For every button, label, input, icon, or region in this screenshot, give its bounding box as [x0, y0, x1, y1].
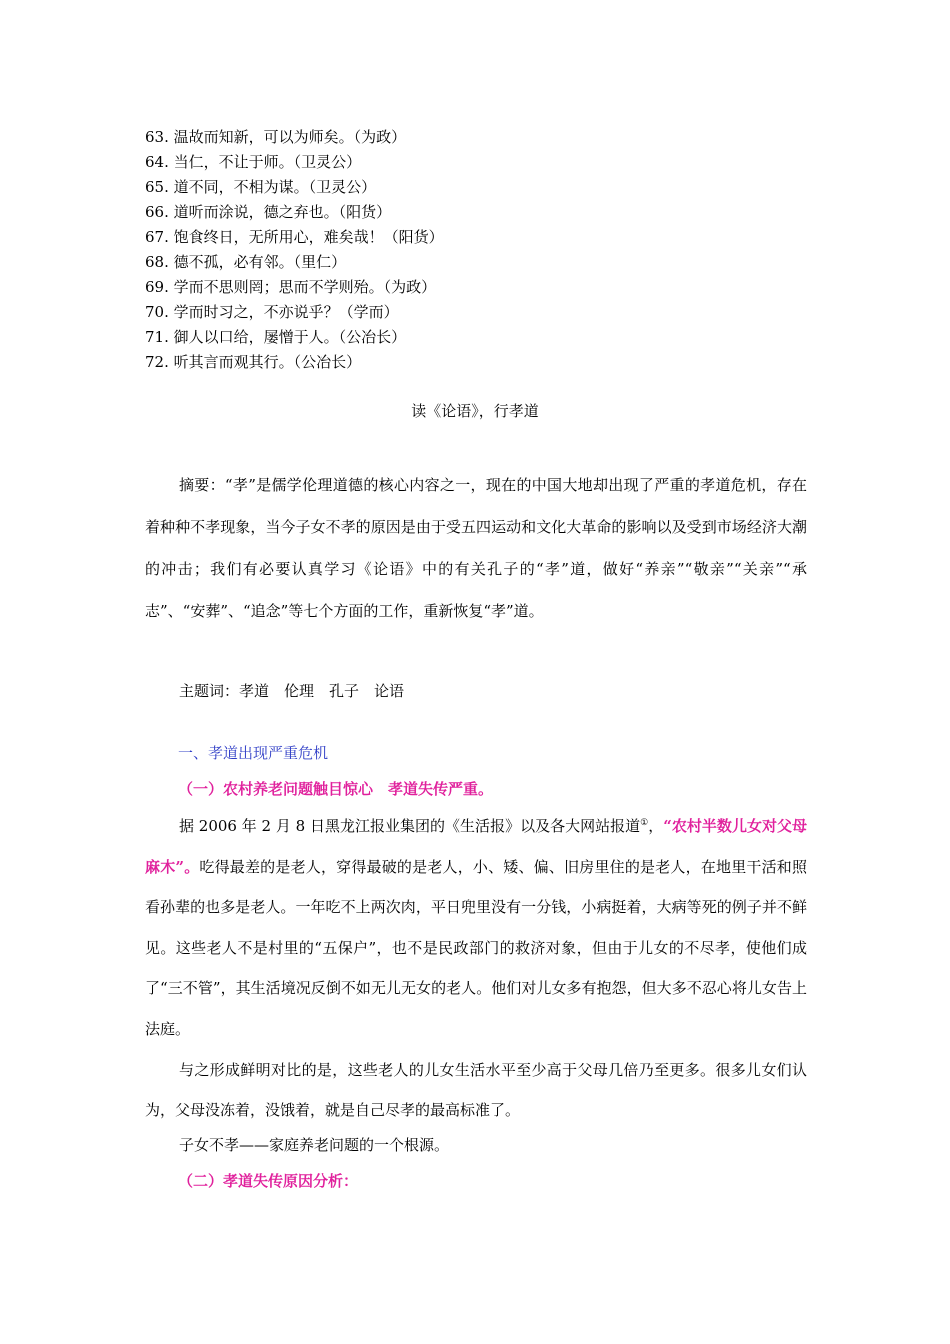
quote-item: 69. 学而不思则罔；思而不学则殆。（为政）	[145, 278, 437, 296]
article-title: 读《论语》，行孝道	[411, 402, 539, 420]
body-text: 据 2006 年 2 月 8 日黑龙江报业集团的《生活报》以及各大网站报道	[179, 817, 641, 835]
quote-item: 71. 御人以口给，屡憎于人。（公冶长）	[145, 328, 407, 346]
body-text: 吃得最差的是老人，穿得最破的是老人，小、矮、偏、旧房里住的是老人，在地里干活和照看孙辈的也多是老人。一年吃不上两次肉，平日兜里没有一分钱，小病挺着，大病等死的例子并不鲜见。这些老人不是村里的“五保户”，也不是民政部门的救济对象，但由于儿女的不尽孝，使他们成了“三不管”，其生活境况反倒不如无儿无女的老人。他们对儿女多有抱怨，但大多不忍心将儿女告上法庭。	[145, 857, 807, 1038]
body-text: ，	[648, 817, 664, 835]
quote-item: 70. 学而时习之，不亦说乎？（学而）	[145, 303, 399, 321]
quote-item: 65. 道不同，不相为谋。（卫灵公）	[145, 178, 377, 196]
quote-item: 68. 德不孤，必有邻。（里仁）	[145, 253, 347, 271]
abstract-paragraph: 摘要：“孝”是儒学伦理道德的核心内容之一，现在的中国大地却出现了严重的孝道危机，存在着种种不孝现象，当今子女不孝的原因是由于受五四运动和文化大革命的影响以及受到市场经济大潮的冲击；我们有必要认真学习《论语》中的有关孔子的“孝”道，做好“养亲”“敬亲”“关亲”“承志”、“安葬”、“追念”等七个方面的工作，重新恢复“孝”道。	[145, 476, 807, 620]
quote-item: 72. 听其言而观其行。（公冶长）	[145, 353, 362, 371]
subsection-heading: （二）孝道失传原因分析：	[178, 1172, 359, 1190]
subsection-heading: （一）农村养老问题触目惊心 孝道失传严重。	[178, 780, 494, 798]
body-paragraph	[145, 806, 807, 1049]
quote-item: 66. 道听而涂说，德之弃也。（阳货）	[145, 203, 392, 221]
highlighted-headline: “农村半数儿女对父母麻木”。	[145, 817, 807, 876]
section-heading: 一、孝道出现严重危机	[178, 744, 329, 762]
quote-item: 64. 当仁，不让于师。（卫灵公）	[145, 153, 362, 171]
keywords-line: 主题词：孝道 伦理 孔子 论语	[179, 682, 405, 700]
body-paragraph: 与之形成鲜明对比的是，这些老人的儿女生活水平至少高于父母几倍乃至更多。很多儿女们认为，父母没冻着，没饿着，就是自己尽孝的最高标准了。	[145, 1061, 807, 1119]
quote-item: 63. 温故而知新，可以为师矣。（为政）	[145, 128, 407, 146]
footnote-marker[interactable]: ①	[640, 818, 649, 828]
quote-list	[145, 125, 805, 375]
body-paragraph: 子女不孝——家庭养老问题的一个根源。	[179, 1136, 450, 1154]
quote-item: 67. 饱食终日，无所用心，难矣哉！（阳货）	[145, 228, 444, 246]
